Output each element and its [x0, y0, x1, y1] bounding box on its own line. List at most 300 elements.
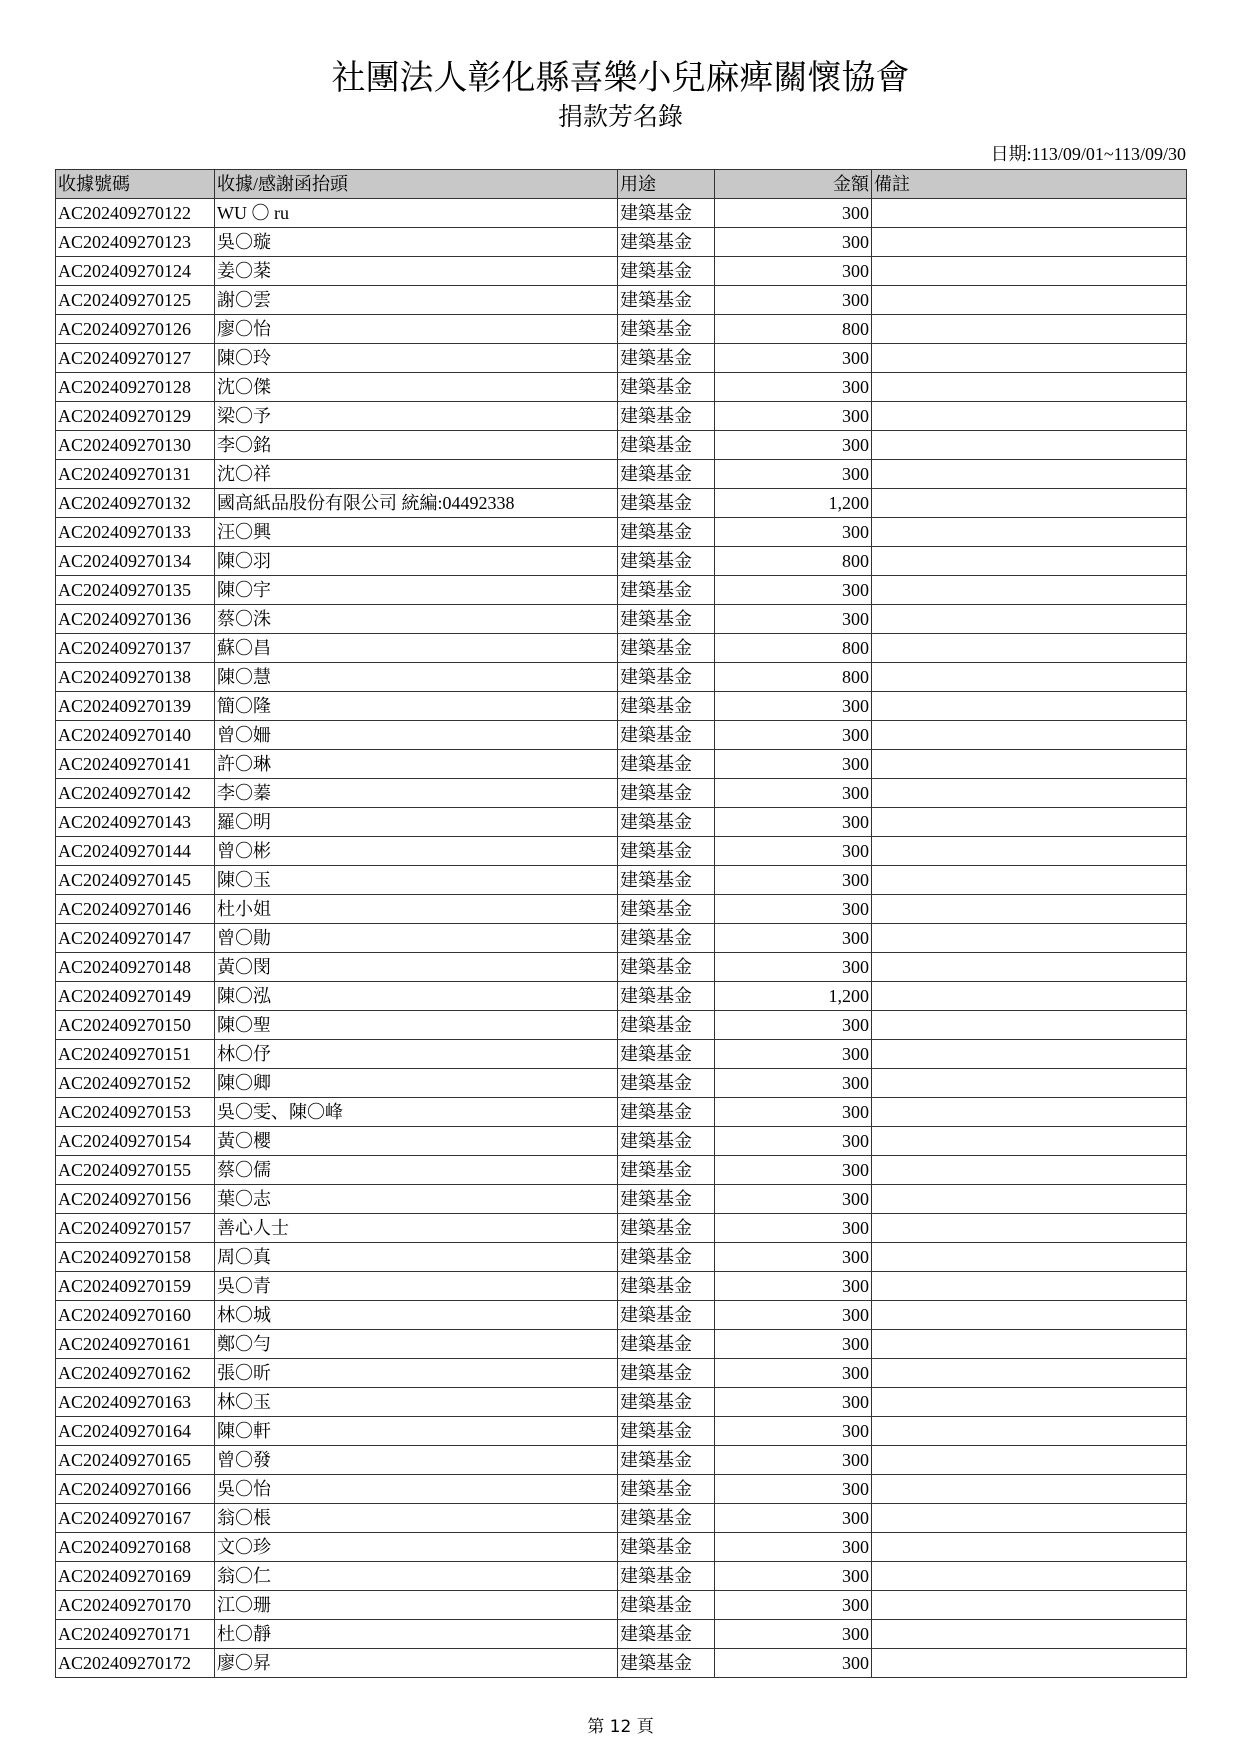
note-cell	[872, 1214, 1187, 1243]
payee-cell: 汪〇興	[215, 518, 618, 547]
payee-cell: 羅〇明	[215, 808, 618, 837]
receipt-no-cell: AC202409270165	[56, 1446, 215, 1475]
note-cell	[872, 1475, 1187, 1504]
note-cell	[872, 460, 1187, 489]
page-subtitle: 捐款芳名錄	[557, 102, 683, 131]
note-cell	[872, 547, 1187, 576]
receipt-no-cell: AC202409270132	[56, 489, 215, 518]
amount-cell: 300	[715, 1011, 872, 1040]
receipt-no-cell: AC202409270136	[56, 605, 215, 634]
payee-cell: 國高紙品股份有限公司 統編:04492338	[215, 489, 618, 518]
payee-cell: 葉〇志	[215, 1185, 618, 1214]
payee-cell: 林〇伃	[215, 1040, 618, 1069]
payee-cell: 陳〇宇	[215, 576, 618, 605]
amount-cell: 300	[715, 402, 872, 431]
table-row	[56, 1040, 1187, 1069]
amount-cell: 300	[715, 460, 872, 489]
receipt-no-cell: AC202409270125	[56, 286, 215, 315]
note-cell	[872, 895, 1187, 924]
purpose-cell: 建築基金	[618, 315, 715, 344]
note-cell	[872, 1359, 1187, 1388]
amount-cell: 300	[715, 199, 872, 228]
table-row	[56, 1533, 1187, 1562]
page-title: 社團法人彰化縣喜樂小兒麻痺關懷協會	[331, 58, 910, 98]
amount-cell: 300	[715, 1475, 872, 1504]
table-row	[56, 1185, 1187, 1214]
table-row	[56, 866, 1187, 895]
table-row	[56, 750, 1187, 779]
payee-cell: 鄭〇勻	[215, 1330, 618, 1359]
note-cell	[872, 1446, 1187, 1475]
purpose-cell: 建築基金	[618, 692, 715, 721]
payee-cell: 文〇珍	[215, 1533, 618, 1562]
amount-cell: 300	[715, 1446, 872, 1475]
note-cell	[872, 866, 1187, 895]
table-row	[56, 344, 1187, 373]
receipt-no-cell: AC202409270143	[56, 808, 215, 837]
purpose-cell: 建築基金	[618, 1272, 715, 1301]
payee-cell: 蔡〇儒	[215, 1156, 618, 1185]
note-cell	[872, 1301, 1187, 1330]
payee-cell: 許〇琳	[215, 750, 618, 779]
donation-table	[55, 169, 1187, 1678]
receipt-no-cell: AC202409270151	[56, 1040, 215, 1069]
note-cell	[872, 982, 1187, 1011]
receipt-no-cell: AC202409270154	[56, 1127, 215, 1156]
note-cell	[872, 1591, 1187, 1620]
amount-cell: 300	[715, 1272, 872, 1301]
table-row	[56, 402, 1187, 431]
amount-cell: 300	[715, 1562, 872, 1591]
purpose-cell: 建築基金	[618, 547, 715, 576]
receipt-no-cell: AC202409270166	[56, 1475, 215, 1504]
purpose-cell: 建築基金	[618, 663, 715, 692]
purpose-cell: 建築基金	[618, 953, 715, 982]
amount-cell: 300	[715, 518, 872, 547]
purpose-cell: 建築基金	[618, 1504, 715, 1533]
receipt-no-cell: AC202409270155	[56, 1156, 215, 1185]
note-cell	[872, 837, 1187, 866]
note-cell	[872, 315, 1187, 344]
payee-cell: 杜〇靜	[215, 1620, 618, 1649]
note-cell	[872, 257, 1187, 286]
table-row	[56, 489, 1187, 518]
amount-cell: 300	[715, 1301, 872, 1330]
purpose-cell: 建築基金	[618, 460, 715, 489]
table-row	[56, 373, 1187, 402]
table-row	[56, 1388, 1187, 1417]
note-cell	[872, 1533, 1187, 1562]
table-row	[56, 808, 1187, 837]
table-row	[56, 605, 1187, 634]
purpose-cell: 建築基金	[618, 257, 715, 286]
purpose-cell: 建築基金	[618, 228, 715, 257]
table-row	[56, 663, 1187, 692]
receipt-no-cell: AC202409270157	[56, 1214, 215, 1243]
amount-cell: 300	[715, 692, 872, 721]
purpose-cell: 建築基金	[618, 808, 715, 837]
payee-cell: 黃〇櫻	[215, 1127, 618, 1156]
note-cell	[872, 1011, 1187, 1040]
note-cell	[872, 1098, 1187, 1127]
table-row	[56, 692, 1187, 721]
purpose-cell: 建築基金	[618, 1011, 715, 1040]
receipt-no-cell: AC202409270133	[56, 518, 215, 547]
receipt-no-cell: AC202409270122	[56, 199, 215, 228]
receipt-no-cell: AC202409270159	[56, 1272, 215, 1301]
table-row	[56, 1620, 1187, 1649]
purpose-cell: 建築基金	[618, 373, 715, 402]
purpose-cell: 建築基金	[618, 924, 715, 953]
payee-cell: 陳〇玲	[215, 344, 618, 373]
payee-cell: 陳〇羽	[215, 547, 618, 576]
purpose-cell: 建築基金	[618, 344, 715, 373]
note-cell	[872, 518, 1187, 547]
table-row	[56, 1301, 1187, 1330]
purpose-cell: 建築基金	[618, 1533, 715, 1562]
column-header-amount: 金額	[715, 170, 872, 199]
purpose-cell: 建築基金	[618, 1475, 715, 1504]
note-cell	[872, 489, 1187, 518]
column-header-note: 備註	[872, 170, 1187, 199]
note-cell	[872, 1330, 1187, 1359]
receipt-no-cell: AC202409270147	[56, 924, 215, 953]
table-row	[56, 1069, 1187, 1098]
purpose-cell: 建築基金	[618, 1330, 715, 1359]
amount-cell: 300	[715, 895, 872, 924]
receipt-no-cell: AC202409270162	[56, 1359, 215, 1388]
amount-cell: 300	[715, 228, 872, 257]
purpose-cell: 建築基金	[618, 1562, 715, 1591]
purpose-cell: 建築基金	[618, 489, 715, 518]
payee-cell: 林〇玉	[215, 1388, 618, 1417]
amount-cell: 300	[715, 1127, 872, 1156]
receipt-no-cell: AC202409270123	[56, 228, 215, 257]
purpose-cell: 建築基金	[618, 605, 715, 634]
payee-cell: 廖〇怡	[215, 315, 618, 344]
payee-cell: 林〇城	[215, 1301, 618, 1330]
receipt-no-cell: AC202409270148	[56, 953, 215, 982]
note-cell	[872, 1562, 1187, 1591]
table-row	[56, 953, 1187, 982]
payee-cell: 陳〇卿	[215, 1069, 618, 1098]
receipt-no-cell: AC202409270140	[56, 721, 215, 750]
payee-cell: 翁〇棖	[215, 1504, 618, 1533]
purpose-cell: 建築基金	[618, 1243, 715, 1272]
table-row	[56, 1011, 1187, 1040]
page-number: 第 12 頁	[587, 1717, 654, 1737]
payee-cell: 吳〇璇	[215, 228, 618, 257]
amount-cell: 300	[715, 1214, 872, 1243]
table-row	[56, 1243, 1187, 1272]
payee-cell: 簡〇隆	[215, 692, 618, 721]
note-cell	[872, 1620, 1187, 1649]
amount-cell: 300	[715, 1359, 872, 1388]
receipt-no-cell: AC202409270141	[56, 750, 215, 779]
column-header-receipt-no: 收據號碼	[56, 170, 215, 199]
amount-cell: 300	[715, 344, 872, 373]
note-cell	[872, 373, 1187, 402]
amount-cell: 300	[715, 605, 872, 634]
receipt-no-cell: AC202409270129	[56, 402, 215, 431]
amount-cell: 800	[715, 634, 872, 663]
amount-cell: 300	[715, 1243, 872, 1272]
purpose-cell: 建築基金	[618, 750, 715, 779]
amount-cell: 300	[715, 924, 872, 953]
payee-cell: 吳〇青	[215, 1272, 618, 1301]
purpose-cell: 建築基金	[618, 1098, 715, 1127]
note-cell	[872, 431, 1187, 460]
receipt-no-cell: AC202409270128	[56, 373, 215, 402]
amount-cell: 300	[715, 431, 872, 460]
purpose-cell: 建築基金	[618, 1127, 715, 1156]
table-row	[56, 634, 1187, 663]
table-row	[56, 1504, 1187, 1533]
amount-cell: 1,200	[715, 489, 872, 518]
payee-cell: 陳〇慧	[215, 663, 618, 692]
purpose-cell: 建築基金	[618, 518, 715, 547]
note-cell	[872, 576, 1187, 605]
purpose-cell: 建築基金	[618, 1446, 715, 1475]
amount-cell: 300	[715, 1591, 872, 1620]
receipt-no-cell: AC202409270158	[56, 1243, 215, 1272]
receipt-no-cell: AC202409270164	[56, 1417, 215, 1446]
amount-cell: 300	[715, 808, 872, 837]
table-row	[56, 1591, 1187, 1620]
receipt-no-cell: AC202409270139	[56, 692, 215, 721]
date-range: 日期:113/09/01~113/09/30	[990, 144, 1186, 164]
receipt-no-cell: AC202409270131	[56, 460, 215, 489]
purpose-cell: 建築基金	[618, 1301, 715, 1330]
purpose-cell: 建築基金	[618, 721, 715, 750]
payee-cell: 姜〇棻	[215, 257, 618, 286]
amount-cell: 1,200	[715, 982, 872, 1011]
receipt-no-cell: AC202409270127	[56, 344, 215, 373]
table-row	[56, 1417, 1187, 1446]
table-row	[56, 547, 1187, 576]
purpose-cell: 建築基金	[618, 576, 715, 605]
purpose-cell: 建築基金	[618, 634, 715, 663]
amount-cell: 300	[715, 953, 872, 982]
purpose-cell: 建築基金	[618, 866, 715, 895]
receipt-no-cell: AC202409270142	[56, 779, 215, 808]
payee-cell: 陳〇聖	[215, 1011, 618, 1040]
table-row	[56, 837, 1187, 866]
table-row	[56, 1475, 1187, 1504]
purpose-cell: 建築基金	[618, 1359, 715, 1388]
receipt-no-cell: AC202409270137	[56, 634, 215, 663]
receipt-no-cell: AC202409270153	[56, 1098, 215, 1127]
column-header-purpose: 用途	[618, 170, 715, 199]
purpose-cell: 建築基金	[618, 1069, 715, 1098]
note-cell	[872, 1417, 1187, 1446]
table-row	[56, 924, 1187, 953]
note-cell	[872, 779, 1187, 808]
amount-cell: 300	[715, 1533, 872, 1562]
table-row	[56, 895, 1187, 924]
payee-cell: 吳〇雯、陳〇峰	[215, 1098, 618, 1127]
receipt-no-cell: AC202409270171	[56, 1620, 215, 1649]
payee-cell: 曾〇發	[215, 1446, 618, 1475]
payee-cell: 曾〇彬	[215, 837, 618, 866]
receipt-no-cell: AC202409270146	[56, 895, 215, 924]
amount-cell: 300	[715, 576, 872, 605]
payee-cell: 翁〇仁	[215, 1562, 618, 1591]
amount-cell: 800	[715, 547, 872, 576]
note-cell	[872, 808, 1187, 837]
payee-cell: 陳〇玉	[215, 866, 618, 895]
purpose-cell: 建築基金	[618, 431, 715, 460]
amount-cell: 300	[715, 1040, 872, 1069]
amount-cell: 300	[715, 1330, 872, 1359]
purpose-cell: 建築基金	[618, 1388, 715, 1417]
amount-cell: 300	[715, 1504, 872, 1533]
purpose-cell: 建築基金	[618, 1185, 715, 1214]
table-header-row	[56, 170, 1187, 199]
table-row	[56, 286, 1187, 315]
note-cell	[872, 634, 1187, 663]
table-row	[56, 518, 1187, 547]
amount-cell: 300	[715, 1185, 872, 1214]
table-row	[56, 721, 1187, 750]
purpose-cell: 建築基金	[618, 1214, 715, 1243]
table-row	[56, 1272, 1187, 1301]
purpose-cell: 建築基金	[618, 1156, 715, 1185]
column-header-payee: 收據/感謝函抬頭	[215, 170, 618, 199]
table-row	[56, 779, 1187, 808]
note-cell	[872, 750, 1187, 779]
note-cell	[872, 721, 1187, 750]
receipt-no-cell: AC202409270149	[56, 982, 215, 1011]
table-row	[56, 1156, 1187, 1185]
table-row	[56, 460, 1187, 489]
payee-cell: 李〇銘	[215, 431, 618, 460]
note-cell	[872, 1127, 1187, 1156]
note-cell	[872, 199, 1187, 228]
amount-cell: 300	[715, 721, 872, 750]
payee-cell: 蘇〇昌	[215, 634, 618, 663]
table-row	[56, 315, 1187, 344]
receipt-no-cell: AC202409270150	[56, 1011, 215, 1040]
amount-cell: 300	[715, 286, 872, 315]
note-cell	[872, 1504, 1187, 1533]
payee-cell: 曾〇姍	[215, 721, 618, 750]
note-cell	[872, 1243, 1187, 1272]
purpose-cell: 建築基金	[618, 895, 715, 924]
receipt-no-cell: AC202409270135	[56, 576, 215, 605]
receipt-no-cell: AC202409270167	[56, 1504, 215, 1533]
table-row	[56, 1098, 1187, 1127]
purpose-cell: 建築基金	[618, 1620, 715, 1649]
note-cell	[872, 605, 1187, 634]
note-cell	[872, 953, 1187, 982]
receipt-no-cell: AC202409270138	[56, 663, 215, 692]
amount-cell: 300	[715, 1417, 872, 1446]
receipt-no-cell: AC202409270170	[56, 1591, 215, 1620]
table-row	[56, 228, 1187, 257]
purpose-cell: 建築基金	[618, 199, 715, 228]
amount-cell: 800	[715, 315, 872, 344]
note-cell	[872, 344, 1187, 373]
receipt-no-cell: AC202409270145	[56, 866, 215, 895]
payee-cell: 李〇蓁	[215, 779, 618, 808]
amount-cell: 300	[715, 257, 872, 286]
payee-cell: 沈〇祥	[215, 460, 618, 489]
note-cell	[872, 924, 1187, 953]
receipt-no-cell: AC202409270124	[56, 257, 215, 286]
table-row	[56, 257, 1187, 286]
purpose-cell: 建築基金	[618, 286, 715, 315]
payee-cell: 善心人士	[215, 1214, 618, 1243]
payee-cell: 杜小姐	[215, 895, 618, 924]
purpose-cell: 建築基金	[618, 837, 715, 866]
purpose-cell: 建築基金	[618, 1591, 715, 1620]
amount-cell: 300	[715, 373, 872, 402]
amount-cell: 300	[715, 750, 872, 779]
table-row	[56, 431, 1187, 460]
note-cell	[872, 228, 1187, 257]
receipt-no-cell: AC202409270168	[56, 1533, 215, 1562]
purpose-cell: 建築基金	[618, 402, 715, 431]
receipt-no-cell: AC202409270126	[56, 315, 215, 344]
amount-cell: 300	[715, 1649, 872, 1678]
receipt-no-cell: AC202409270152	[56, 1069, 215, 1098]
table-row	[56, 1562, 1187, 1591]
table-row	[56, 199, 1187, 228]
amount-cell: 300	[715, 1156, 872, 1185]
note-cell	[872, 1272, 1187, 1301]
receipt-no-cell: AC202409270169	[56, 1562, 215, 1591]
payee-cell: 曾〇勛	[215, 924, 618, 953]
payee-cell: 蔡〇洙	[215, 605, 618, 634]
payee-cell: 張〇昕	[215, 1359, 618, 1388]
note-cell	[872, 1040, 1187, 1069]
receipt-no-cell: AC202409270163	[56, 1388, 215, 1417]
purpose-cell: 建築基金	[618, 1417, 715, 1446]
amount-cell: 300	[715, 1620, 872, 1649]
payee-cell: 梁〇予	[215, 402, 618, 431]
amount-cell: 800	[715, 663, 872, 692]
receipt-no-cell: AC202409270172	[56, 1649, 215, 1678]
amount-cell: 300	[715, 1069, 872, 1098]
payee-cell: 謝〇雲	[215, 286, 618, 315]
payee-cell: WU 〇 ru	[215, 199, 618, 228]
payee-cell: 吳〇怡	[215, 1475, 618, 1504]
payee-cell: 沈〇傑	[215, 373, 618, 402]
amount-cell: 300	[715, 779, 872, 808]
payee-cell: 陳〇泓	[215, 982, 618, 1011]
note-cell	[872, 1156, 1187, 1185]
receipt-no-cell: AC202409270160	[56, 1301, 215, 1330]
note-cell	[872, 1069, 1187, 1098]
note-cell	[872, 1649, 1187, 1678]
table-row	[56, 1214, 1187, 1243]
table-row	[56, 1330, 1187, 1359]
receipt-no-cell: AC202409270130	[56, 431, 215, 460]
amount-cell: 300	[715, 866, 872, 895]
table-row	[56, 1649, 1187, 1678]
payee-cell: 黃〇閔	[215, 953, 618, 982]
table-row	[56, 1359, 1187, 1388]
receipt-no-cell: AC202409270161	[56, 1330, 215, 1359]
purpose-cell: 建築基金	[618, 1649, 715, 1678]
amount-cell: 300	[715, 1098, 872, 1127]
purpose-cell: 建築基金	[618, 779, 715, 808]
receipt-no-cell: AC202409270156	[56, 1185, 215, 1214]
note-cell	[872, 1185, 1187, 1214]
payee-cell: 江〇珊	[215, 1591, 618, 1620]
amount-cell: 300	[715, 1388, 872, 1417]
